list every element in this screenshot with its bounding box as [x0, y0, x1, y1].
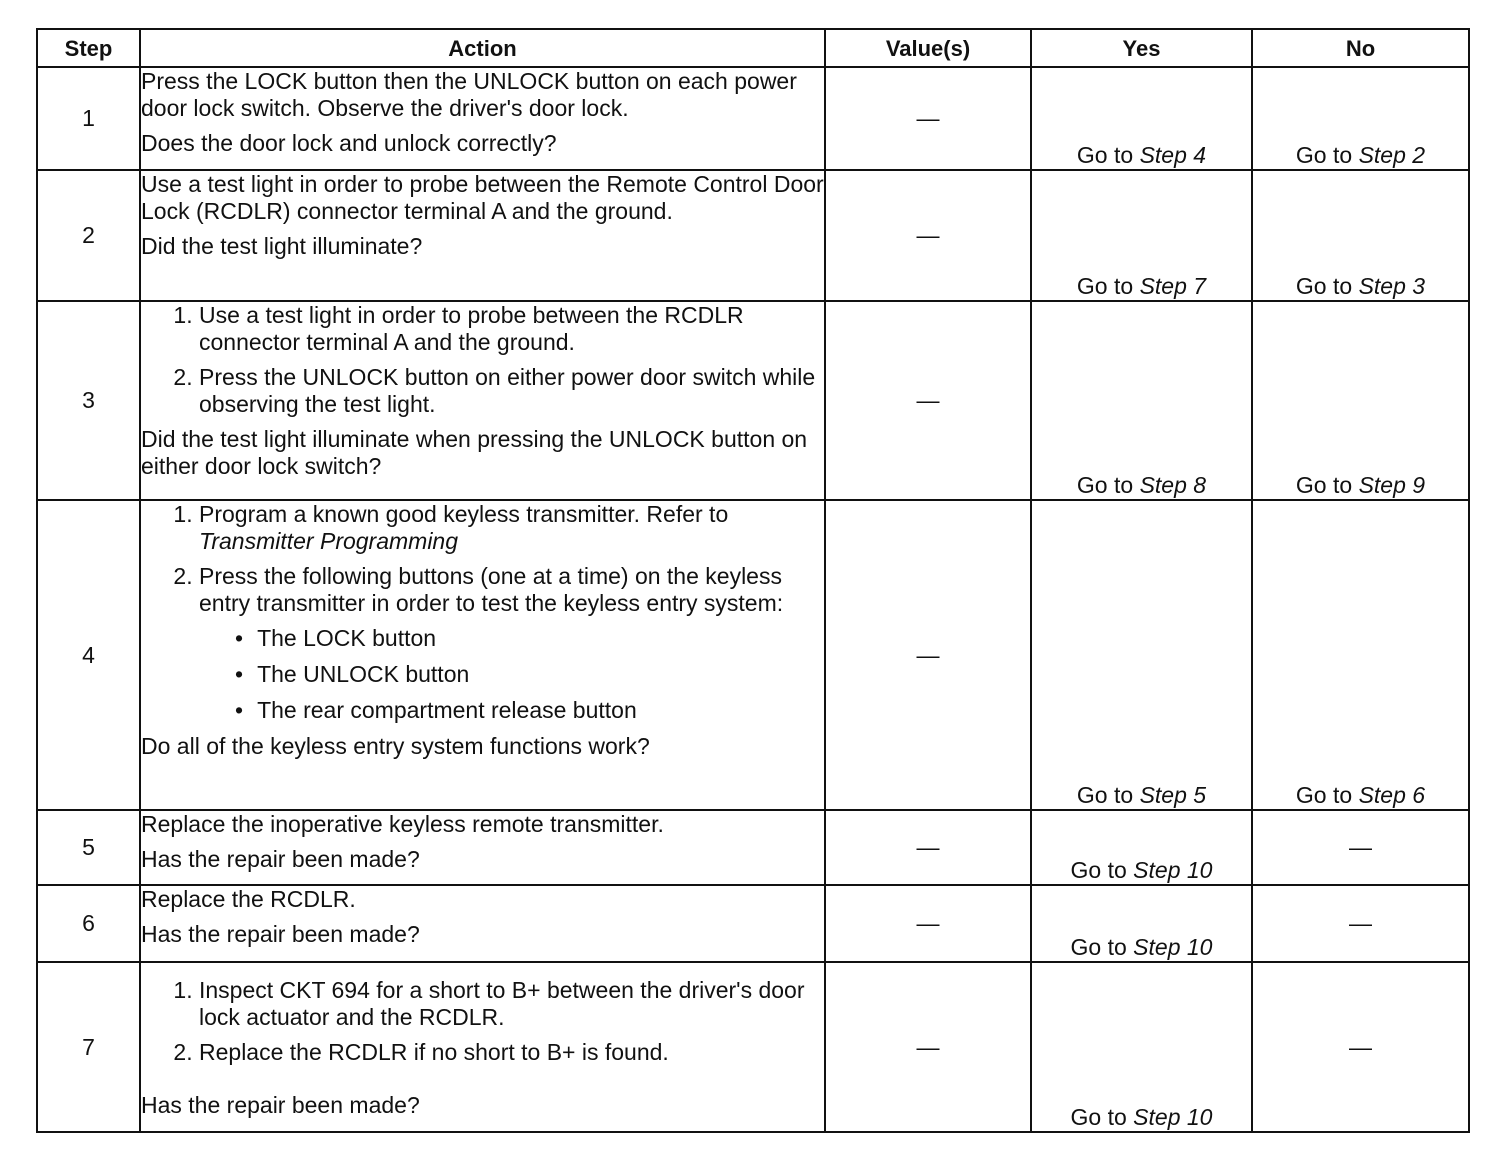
step-number: 3 — [37, 301, 140, 500]
no-step-ref: Step 2 — [1358, 142, 1426, 168]
bullet-icon: • — [235, 625, 244, 651]
step-number: 2 — [37, 170, 140, 301]
yes-cell — [1031, 810, 1252, 885]
goto-prefix: Go to — [1070, 1104, 1127, 1130]
action-cell — [140, 500, 825, 810]
action-question: Did the test light illuminate? — [141, 233, 423, 259]
value-cell: — — [825, 885, 1031, 962]
no-cell — [1252, 500, 1469, 810]
goto-prefix: Go to — [1070, 857, 1127, 883]
step-row-7 — [37, 962, 1469, 1132]
action-question: Did the test light illuminate when pressing the UNLOCK button on either door lock switch? — [141, 426, 808, 479]
yes-cell — [1031, 301, 1252, 500]
step-number: 4 — [37, 500, 140, 810]
yes-step-ref: Step 10 — [1133, 934, 1213, 960]
goto-prefix: Go to — [1076, 273, 1134, 299]
action-numbered-list — [141, 302, 824, 418]
goto-prefix: Go to — [1295, 273, 1353, 299]
action-list-item — [199, 563, 824, 724]
value-cell: — — [825, 301, 1031, 500]
action-question: Do all of the keyless entry system functions work? — [141, 733, 650, 759]
yes-cell — [1031, 962, 1252, 1132]
goto-prefix: Go to — [1295, 782, 1353, 808]
action-list-item — [199, 501, 824, 555]
diagnostic-table — [36, 28, 1470, 1133]
step-row-4 — [37, 500, 1469, 810]
yes-step-ref: Step 7 — [1139, 273, 1207, 299]
no-cell: — — [1252, 962, 1469, 1132]
yes-step-ref: Step 8 — [1139, 472, 1207, 498]
bullet-list — [199, 625, 824, 724]
value-cell: — — [825, 67, 1031, 170]
bullet-item — [235, 661, 824, 688]
action-numbered-list — [141, 501, 824, 724]
action-text: Replace the RCDLR. — [141, 886, 356, 912]
bullet-icon: • — [235, 697, 244, 723]
goto-prefix: Go to — [1295, 472, 1353, 498]
step-row-3 — [37, 301, 1469, 500]
step-number: 6 — [37, 885, 140, 962]
step-number: 7 — [37, 962, 140, 1132]
goto-prefix: Go to — [1076, 472, 1134, 498]
step-row-6 — [37, 885, 1469, 962]
action-list-text: Press the following buttons (one at a time) on the keyless entry transmitter in order to test the keyless entry system: — [199, 563, 784, 616]
action-cell — [140, 301, 825, 500]
yes-step-ref: Step 10 — [1133, 1104, 1213, 1130]
goto-prefix: Go to — [1076, 142, 1134, 168]
no-cell — [1252, 301, 1469, 500]
bullet-text: The LOCK button — [257, 625, 437, 651]
value-cell: — — [825, 170, 1031, 301]
bullet-text: The UNLOCK button — [257, 661, 470, 687]
header-action: Action — [140, 29, 825, 67]
header-values: Value(s) — [825, 29, 1031, 67]
action-question: Does the door lock and unlock correctly? — [141, 130, 557, 156]
goto-prefix: Go to — [1070, 934, 1127, 960]
action-list-item: 1. Inspect CKT 694 for a short to B+ between the driver's door lock actuator and the RCDLR. — [199, 977, 824, 1031]
no-cell — [1252, 67, 1469, 170]
bullet-text: The rear compartment release button — [257, 697, 637, 723]
yes-cell — [1031, 67, 1252, 170]
header-step: Step — [37, 29, 140, 67]
action-question: Has the repair been made? — [141, 846, 420, 872]
value-cell: — — [825, 500, 1031, 810]
step-row-1 — [37, 67, 1469, 170]
step-number: 5 — [37, 810, 140, 885]
yes-cell — [1031, 170, 1252, 301]
action-question: Has the repair been made? — [141, 921, 420, 947]
action-cell — [140, 962, 825, 1132]
action-numbered-list — [141, 977, 824, 1066]
value-cell: — — [825, 962, 1031, 1132]
yes-step-ref: Step 10 — [1133, 857, 1213, 883]
no-cell — [1252, 170, 1469, 301]
action-list-text: Program a known good keyless transmitter. Refer to — [199, 501, 729, 527]
no-cell: — — [1252, 885, 1469, 962]
yes-cell — [1031, 885, 1252, 962]
reference-title: Transmitter Programming — [199, 528, 459, 554]
action-cell — [140, 67, 825, 170]
action-cell — [140, 170, 825, 301]
yes-step-ref: Step 5 — [1139, 782, 1207, 808]
no-step-ref: Step 6 — [1358, 782, 1426, 808]
step-row-5 — [37, 810, 1469, 885]
action-text: Use a test light in order to probe between the Remote Control Door Lock (RCDLR) connector terminal A and the ground. — [141, 171, 824, 224]
action-text: Press the LOCK button then the UNLOCK button on each power door lock switch. Observe the driver's door lock. — [141, 68, 797, 121]
header-no: No — [1252, 29, 1469, 67]
goto-prefix: Go to — [1295, 142, 1353, 168]
action-question: Has the repair been made? — [141, 1092, 420, 1118]
action-text: Replace the inoperative keyless remote transmitter. — [141, 811, 664, 837]
action-list-item: 2. Press the UNLOCK button on either power door switch while observing the test light. — [199, 364, 824, 418]
action-list-item: 1. Use a test light in order to probe between the RCDLR connector terminal A and the ground. — [199, 302, 824, 356]
yes-cell — [1031, 500, 1252, 810]
no-step-ref: Step 3 — [1358, 273, 1426, 299]
action-list-item: 2. Replace the RCDLR if no short to B+ is found. — [199, 1039, 824, 1066]
no-step-ref: Step 9 — [1358, 472, 1426, 498]
bullet-icon: • — [235, 661, 244, 687]
action-cell — [140, 885, 825, 962]
step-row-2 — [37, 170, 1469, 301]
value-cell: — — [825, 810, 1031, 885]
step-number: 1 — [37, 67, 140, 170]
yes-step-ref: Step 4 — [1139, 142, 1207, 168]
goto-prefix: Go to — [1076, 782, 1134, 808]
action-cell — [140, 810, 825, 885]
bullet-item — [235, 625, 824, 652]
no-cell: — — [1252, 810, 1469, 885]
header-yes: Yes — [1031, 29, 1252, 67]
bullet-item — [235, 697, 824, 724]
header-row — [37, 29, 1469, 67]
